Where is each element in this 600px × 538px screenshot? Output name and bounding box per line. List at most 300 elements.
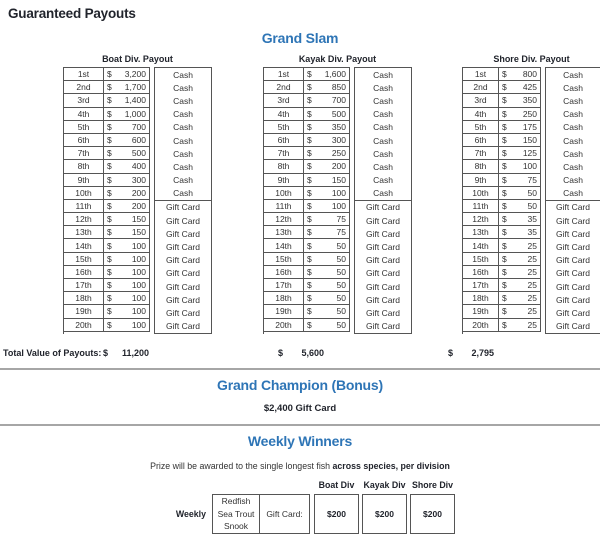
rank-cell: 18th <box>64 292 104 305</box>
amount-value: 1,600 <box>324 69 346 80</box>
payout-row <box>64 187 150 200</box>
amount-cell <box>499 279 541 292</box>
rank-cell: 1st <box>264 68 304 81</box>
currency-symbol: $ <box>107 161 112 172</box>
payout-row <box>64 174 150 187</box>
currency-symbol: $ <box>307 200 312 211</box>
currency-symbol: $ <box>107 306 112 317</box>
payout-row <box>264 239 350 252</box>
payout-row <box>264 187 350 200</box>
payout-type-cell: Cash <box>173 188 193 199</box>
amount-value: 3,200 <box>124 69 146 80</box>
currency-symbol: $ <box>502 121 507 132</box>
rank-cell: 6th <box>264 134 304 147</box>
currency-symbol: $ <box>307 319 312 330</box>
rank-cell: 2nd <box>463 81 499 94</box>
amount-cell <box>104 253 150 266</box>
amount-value: 100 <box>131 253 146 264</box>
currency-symbol: $ <box>307 148 312 159</box>
amount-cell <box>104 174 150 187</box>
payout-type-cell: Gift Card <box>555 228 590 239</box>
payout-type-cell: Gift Card <box>165 215 200 226</box>
payout-row <box>64 213 150 226</box>
payout-row <box>264 319 350 332</box>
payout-row <box>264 305 350 318</box>
rank-cell: 19th <box>64 305 104 318</box>
payout-row <box>463 174 541 187</box>
currency-symbol: $ <box>502 135 507 146</box>
payout-type-cell: Cash <box>563 188 583 199</box>
weekly-prize-type-cell: Gift Card: <box>259 494 310 534</box>
currency-symbol: $ <box>107 280 112 291</box>
rank-cell: 13th <box>264 226 304 239</box>
payout-row <box>463 200 541 213</box>
weekly-prize-boat: $200 <box>314 494 359 534</box>
currency-symbol: $ <box>502 108 507 119</box>
rank-cell: 2nd <box>64 81 104 94</box>
amount-value: 100 <box>331 187 346 198</box>
payout-type-cell: Gift Card <box>165 242 200 253</box>
currency-symbol: $ <box>502 187 507 198</box>
weekly-col-header-boat: Boat Div <box>318 480 355 490</box>
amount-value: 150 <box>131 214 146 225</box>
rank-cell: 10th <box>463 187 499 200</box>
amount-cell <box>499 147 541 160</box>
payout-type-cell: Cash <box>563 82 583 93</box>
rank-cell: 3rd <box>463 94 499 107</box>
amount-cell <box>499 174 541 187</box>
currency-symbol: $ <box>107 95 112 106</box>
payout-type-cell: Gift Card <box>165 307 200 318</box>
currency-symbol: $ <box>502 280 507 291</box>
currency-symbol: $ <box>307 187 312 198</box>
amount-value: 50 <box>336 253 346 264</box>
payout-row <box>264 94 350 107</box>
rank-cell: 12th <box>64 213 104 226</box>
payout-type-cell: Cash <box>373 148 393 159</box>
currency-symbol: $ <box>307 135 312 146</box>
currency-symbol: $ <box>107 121 112 132</box>
amount-cell <box>104 81 150 94</box>
rank-cell: 14th <box>64 239 104 252</box>
amount-value: 25 <box>527 240 537 251</box>
weekly-winners-heading: Weekly Winners <box>247 433 353 449</box>
payout-row <box>64 279 150 292</box>
rank-cell: 18th <box>264 292 304 305</box>
amount-value: 50 <box>336 266 346 277</box>
gift-card-group <box>545 200 600 334</box>
amount-cell <box>104 239 150 252</box>
currency-symbol: $ <box>307 227 312 238</box>
payout-row <box>264 292 350 305</box>
payout-row <box>64 266 150 279</box>
amount-value: 200 <box>331 161 346 172</box>
amount-cell <box>304 292 350 305</box>
amount-value: 500 <box>331 108 346 119</box>
rank-cell: 11th <box>264 200 304 213</box>
species-snook: Snook <box>223 521 249 532</box>
rank-cell: 16th <box>64 266 104 279</box>
rank-cell: 17th <box>463 279 499 292</box>
payout-row <box>64 239 150 252</box>
amount-value: 75 <box>336 214 346 225</box>
payout-row <box>463 319 541 332</box>
currency-symbol: $ <box>307 253 312 264</box>
division-table-shore <box>462 54 600 334</box>
amount-value: 50 <box>336 319 346 330</box>
boat-total-value: 11,200 <box>121 348 149 358</box>
payout-row <box>463 94 541 107</box>
currency-symbol: $ <box>307 214 312 225</box>
amount-value: 350 <box>522 95 537 106</box>
currency-symbol: $ <box>307 266 312 277</box>
payout-type-cell: Cash <box>373 161 393 172</box>
weekly-winners-subtitle <box>0 461 600 471</box>
rank-cell: 5th <box>64 121 104 134</box>
amount-value: 150 <box>522 135 537 146</box>
payout-type-cell: Gift Card <box>365 281 400 292</box>
amount-cell <box>304 174 350 187</box>
payout-type-cell: Cash <box>173 175 193 186</box>
rank-cell: 4th <box>64 108 104 121</box>
amount-value: 25 <box>527 293 537 304</box>
division-table-boat <box>63 54 212 334</box>
payout-row <box>463 81 541 94</box>
amount-value: 50 <box>527 187 537 198</box>
amount-cell <box>304 81 350 94</box>
payout-row <box>64 121 150 134</box>
amount-value: 850 <box>331 82 346 93</box>
payout-type-cell: Gift Card <box>165 228 200 239</box>
payout-row <box>463 160 541 173</box>
payout-row <box>463 253 541 266</box>
amount-cell <box>499 94 541 107</box>
currency-symbol: $ <box>107 108 112 119</box>
rank-cell: 19th <box>463 305 499 318</box>
weekly-col-header-kayak: Kayak Div <box>363 480 406 490</box>
section-divider <box>0 368 600 370</box>
amount-value: 200 <box>131 187 146 198</box>
amount-cell <box>304 187 350 200</box>
grand-champion-prize: $2,400 Gift Card <box>263 403 337 414</box>
species-redfish: Redfish <box>221 496 251 507</box>
currency-symbol: $ <box>107 200 112 211</box>
currency-symbol: $ <box>502 161 507 172</box>
amount-value: 1,700 <box>124 82 146 93</box>
payout-row <box>463 68 541 81</box>
currency-symbol: $ <box>502 319 507 330</box>
payout-row <box>264 108 350 121</box>
amount-cell <box>304 226 350 239</box>
amount-cell <box>104 305 150 318</box>
payout-type-cell: Cash <box>373 135 393 146</box>
payout-type-cell: Cash <box>563 161 583 172</box>
currency-symbol: $ <box>307 95 312 106</box>
amount-value: 300 <box>331 135 346 146</box>
cash-group <box>545 67 600 201</box>
amount-value: 500 <box>131 148 146 159</box>
rank-cell: 10th <box>64 187 104 200</box>
currency-symbol: $ <box>502 227 507 238</box>
amount-value: 100 <box>131 280 146 291</box>
payout-row <box>64 305 150 318</box>
rank-cell: 20th <box>264 319 304 332</box>
amount-value: 400 <box>131 161 146 172</box>
rank-cell: 13th <box>463 226 499 239</box>
payout-row <box>463 305 541 318</box>
payout-type-cell: Gift Card <box>365 294 400 305</box>
amount-cell <box>104 213 150 226</box>
payout-type-cell: Gift Card <box>165 321 200 332</box>
amount-value: 250 <box>522 108 537 119</box>
payout-row <box>64 319 150 332</box>
amount-cell <box>499 134 541 147</box>
rank-cell: 7th <box>264 147 304 160</box>
amount-value: 75 <box>527 174 537 185</box>
weekly-prize-shore: $200 <box>410 494 455 534</box>
payout-type-cell: Cash <box>173 109 193 120</box>
division-header-kayak: Kayak Div. Payout <box>298 54 377 64</box>
payout-type-cell: Gift Card <box>555 294 590 305</box>
payout-type-cell: Cash <box>373 188 393 199</box>
amount-cell <box>499 213 541 226</box>
amount-cell <box>499 187 541 200</box>
amount-value: 700 <box>331 95 346 106</box>
amount-cell <box>104 94 150 107</box>
rank-cell: 8th <box>64 160 104 173</box>
payout-type-cell: Cash <box>173 82 193 93</box>
rank-cell: 10th <box>264 187 304 200</box>
species-sea-trout: Sea Trout <box>217 508 255 519</box>
amount-cell <box>104 160 150 173</box>
currency-symbol: $ <box>502 148 507 159</box>
amount-value: 35 <box>527 227 537 238</box>
amount-cell <box>304 121 350 134</box>
rank-cell: 1st <box>463 68 499 81</box>
amount-value: 250 <box>331 148 346 159</box>
subtitle-normal-text: Prize will be awarded to the single longest fish <box>150 461 333 471</box>
rank-cell: 15th <box>64 253 104 266</box>
amount-value: 100 <box>331 200 346 211</box>
payout-row <box>264 174 350 187</box>
payout-row <box>64 160 150 173</box>
payout-row <box>264 200 350 213</box>
amount-value: 50 <box>336 240 346 251</box>
payout-row <box>64 108 150 121</box>
payout-type-cell: Gift Card <box>555 281 590 292</box>
amount-value: 200 <box>131 200 146 211</box>
payout-type-cell: Gift Card <box>365 307 400 318</box>
payout-type-cell: Cash <box>173 69 193 80</box>
amount-value: 50 <box>336 280 346 291</box>
amount-value: 25 <box>527 319 537 330</box>
amount-cell <box>499 81 541 94</box>
payout-row <box>463 121 541 134</box>
amount-cell <box>304 94 350 107</box>
payout-type-cell: Gift Card <box>555 242 590 253</box>
payout-row <box>64 134 150 147</box>
payout-row <box>463 266 541 279</box>
payout-type-cell: Gift Card <box>365 215 400 226</box>
rank-cell: 19th <box>264 305 304 318</box>
amount-cell <box>104 292 150 305</box>
payout-type-cell: Cash <box>173 135 193 146</box>
cash-group <box>154 67 212 201</box>
weekly-prize-kayak: $200 <box>362 494 407 534</box>
gift-card-group <box>354 200 412 334</box>
payout-type-cell: Cash <box>563 95 583 106</box>
amount-cell <box>499 239 541 252</box>
amount-value: 1,000 <box>124 108 146 119</box>
payout-type-cell: Gift Card <box>365 202 400 213</box>
amount-cell <box>104 108 150 121</box>
payout-row <box>463 239 541 252</box>
amount-value: 100 <box>131 306 146 317</box>
kayak-total <box>278 348 324 358</box>
amount-cell <box>304 239 350 252</box>
payout-type-cell: Cash <box>563 109 583 120</box>
currency-symbol: $ <box>502 266 507 277</box>
rank-cell: 3rd <box>64 94 104 107</box>
rank-cell: 16th <box>264 266 304 279</box>
payout-row <box>264 266 350 279</box>
rank-cell: 11th <box>463 200 499 213</box>
payout-type-cell: Gift Card <box>165 294 200 305</box>
payout-type-cell: Gift Card <box>165 202 200 213</box>
payout-row <box>264 226 350 239</box>
currency-symbol: $ <box>502 240 507 251</box>
currency-symbol: $ <box>278 348 284 358</box>
amount-cell <box>304 147 350 160</box>
payout-type-cell: Gift Card <box>365 268 400 279</box>
payout-type-cell: Cash <box>373 69 393 80</box>
payout-type-cell: Gift Card <box>365 321 400 332</box>
shore-total <box>448 348 494 358</box>
payout-row <box>64 200 150 213</box>
amount-cell <box>304 160 350 173</box>
rank-cell: 11th <box>64 200 104 213</box>
currency-symbol: $ <box>107 253 112 264</box>
rank-cell: 15th <box>463 253 499 266</box>
amount-cell <box>104 279 150 292</box>
currency-symbol: $ <box>307 108 312 119</box>
currency-symbol: $ <box>107 174 112 185</box>
currency-symbol: $ <box>307 69 312 80</box>
amount-cell <box>304 68 350 81</box>
amount-value: 100 <box>131 319 146 330</box>
rank-cell: 14th <box>264 239 304 252</box>
currency-symbol: $ <box>107 82 112 93</box>
payout-row <box>264 213 350 226</box>
currency-symbol: $ <box>307 174 312 185</box>
amount-cell <box>104 266 150 279</box>
amount-cell <box>499 253 541 266</box>
rank-cell: 2nd <box>264 81 304 94</box>
amount-cell <box>499 121 541 134</box>
amount-value: 50 <box>527 200 537 211</box>
amount-value: 1,400 <box>124 95 146 106</box>
rank-cell: 6th <box>463 134 499 147</box>
currency-symbol: $ <box>307 121 312 132</box>
amount-cell <box>499 108 541 121</box>
rank-cell: 3rd <box>264 94 304 107</box>
section-divider <box>0 424 600 426</box>
payout-row <box>64 226 150 239</box>
payout-type-cell: Cash <box>563 69 583 80</box>
amount-value: 125 <box>522 148 537 159</box>
currency-symbol: $ <box>307 161 312 172</box>
payout-type-cell: Cash <box>173 95 193 106</box>
grand-champion-heading: Grand Champion (Bonus) <box>217 377 383 393</box>
currency-symbol: $ <box>502 306 507 317</box>
rank-cell: 18th <box>463 292 499 305</box>
division-table-kayak <box>263 54 412 334</box>
amount-value: 175 <box>522 121 537 132</box>
amount-cell <box>499 160 541 173</box>
amount-cell <box>104 134 150 147</box>
payout-row <box>264 253 350 266</box>
amount-cell <box>499 226 541 239</box>
division-header-boat: Boat Div. Payout <box>102 54 173 64</box>
boat-total <box>103 348 149 358</box>
amount-value: 75 <box>336 227 346 238</box>
currency-symbol: $ <box>107 293 112 304</box>
kayak-total-value: 5,600 <box>301 348 324 358</box>
gift-card-group <box>154 200 212 334</box>
payout-type-cell: Cash <box>563 135 583 146</box>
currency-symbol: $ <box>107 319 112 330</box>
rank-cell: 13th <box>64 226 104 239</box>
amount-cell <box>104 68 150 81</box>
amount-value: 300 <box>131 174 146 185</box>
shore-total-value: 2,795 <box>471 348 494 358</box>
payout-row <box>264 68 350 81</box>
amount-value: 600 <box>131 135 146 146</box>
currency-symbol: $ <box>502 253 507 264</box>
currency-symbol: $ <box>502 82 507 93</box>
weekly-species-cell <box>212 494 260 534</box>
amount-cell <box>104 200 150 213</box>
amount-value: 150 <box>331 174 346 185</box>
amount-value: 50 <box>336 306 346 317</box>
total-payouts-label: Total Value of Payouts: <box>3 348 102 358</box>
payout-row <box>264 81 350 94</box>
payout-row <box>463 134 541 147</box>
amount-cell <box>499 319 541 332</box>
weekly-winners-table <box>172 477 455 534</box>
payout-row <box>463 292 541 305</box>
rank-cell: 15th <box>264 253 304 266</box>
payout-type-cell: Cash <box>373 82 393 93</box>
payout-row <box>64 292 150 305</box>
rank-cell: 17th <box>264 279 304 292</box>
amount-cell <box>499 200 541 213</box>
payout-type-cell: Cash <box>173 122 193 133</box>
amount-cell <box>499 68 541 81</box>
currency-symbol: $ <box>448 348 454 358</box>
page-title: Guaranteed Payouts <box>8 6 136 21</box>
weekly-col-header-shore: Shore Div <box>411 480 454 490</box>
currency-symbol: $ <box>307 306 312 317</box>
rank-cell: 7th <box>64 147 104 160</box>
amount-cell <box>104 319 150 332</box>
payout-type-cell: Gift Card <box>165 255 200 266</box>
payout-row <box>64 147 150 160</box>
currency-symbol: $ <box>307 293 312 304</box>
payout-type-cell: Cash <box>563 148 583 159</box>
amount-value: 425 <box>522 82 537 93</box>
rank-cell: 9th <box>64 174 104 187</box>
